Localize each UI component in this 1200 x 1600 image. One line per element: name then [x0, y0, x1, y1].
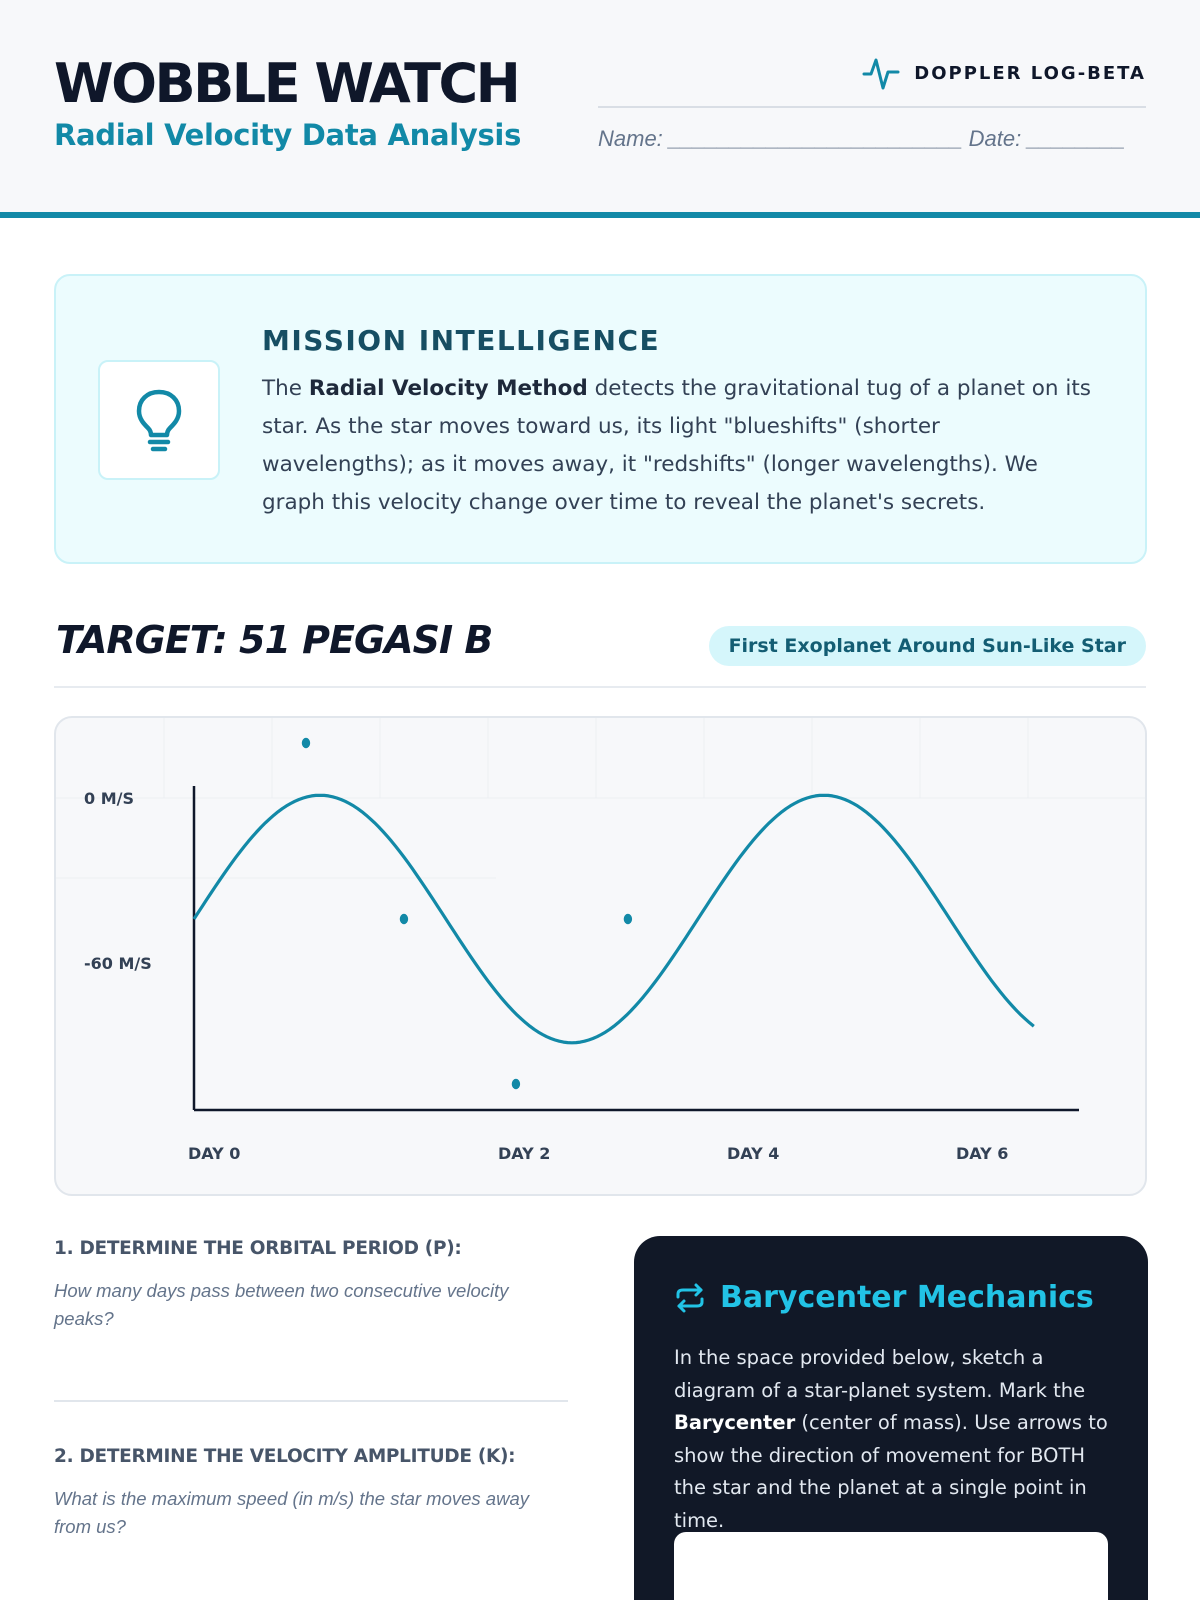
- answer-line-1[interactable]: [54, 1400, 568, 1402]
- question-2-help: What is the maximum speed (in m/s) the star moves away from us?: [54, 1488, 529, 1537]
- velocity-curve-line: [194, 795, 1034, 1043]
- page-title: WOBBLE WATCH: [54, 52, 519, 115]
- x-tick-label: DAY 6: [956, 1144, 1009, 1163]
- question-1-title: 1. DETERMINE THE ORBITAL PERIOD (P):: [54, 1238, 462, 1259]
- question-2: [54, 1446, 568, 1541]
- y-tick-label: -60 M/S: [84, 954, 152, 973]
- lightbulb-icon: [135, 388, 183, 452]
- x-tick-label: DAY 4: [727, 1144, 780, 1163]
- target-title: TARGET: 51 PEGASI B: [56, 618, 493, 662]
- mission-text: The Radial Velocity Method detects the gravitational tug of a planet on its star. As the star moves toward us, its light "blueshifts" (shorter wavelengths); as it moves away, it "redshifts" (longer wavelengths). We graph this velocity change over time to reveal the planet's secrets.: [262, 376, 1091, 515]
- header: [0, 0, 1200, 218]
- doppler-log-label: [862, 54, 1146, 92]
- lightbulb-tile: [98, 360, 220, 480]
- barycenter-instructions: In the space provided below, sketch a diagram of a star-planet system. Mark the Barycenter (center of mass). Use arrows to show the direction of movement for BOTH the star and the planet at a single point in time.: [674, 1346, 1108, 1532]
- barycenter-panel: [634, 1236, 1148, 1600]
- x-tick-label: DAY 2: [498, 1144, 551, 1163]
- data-point: [400, 914, 408, 924]
- target-divider: [54, 686, 1146, 688]
- repeat-arrows-icon: [674, 1282, 706, 1314]
- question-1: [54, 1238, 568, 1333]
- velocity-chart: [54, 716, 1147, 1196]
- target-badge: First Exoplanet Around Sun-Like Star: [709, 626, 1146, 666]
- mission-title: MISSION INTELLIGENCE: [262, 324, 661, 357]
- data-point: [624, 914, 632, 924]
- x-tick-label: DAY 0: [188, 1144, 241, 1163]
- pulse-icon: [862, 54, 900, 92]
- page-subtitle: Radial Velocity Data Analysis: [54, 118, 522, 152]
- doppler-log-text: DOPPLER LOG-BETA: [914, 62, 1146, 84]
- data-point: [302, 738, 310, 748]
- barycenter-title: Barycenter Mechanics: [720, 1280, 1094, 1315]
- chart-canvas: [56, 718, 1147, 1196]
- mission-intelligence-box: [54, 274, 1147, 564]
- sketch-area[interactable]: [674, 1532, 1108, 1600]
- header-divider: [598, 106, 1146, 108]
- name-date-fields[interactable]: Name: ________________________ Date: ________: [598, 126, 1126, 151]
- question-1-help: How many days pass between two consecutive velocity peaks?: [54, 1280, 509, 1329]
- barycenter-header: [674, 1280, 1094, 1315]
- data-point: [512, 1079, 520, 1089]
- y-tick-label: 0 M/S: [84, 789, 134, 808]
- question-2-title: 2. DETERMINE THE VELOCITY AMPLITUDE (K):: [54, 1446, 516, 1467]
